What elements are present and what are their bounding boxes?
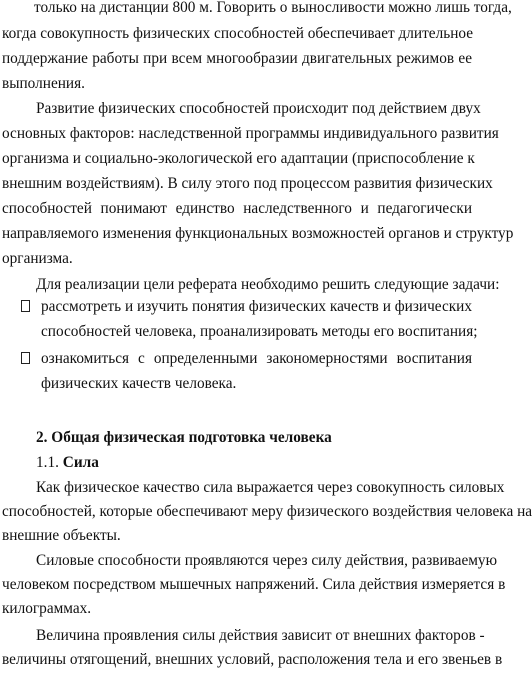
- strength-p3-line-2: величины отягощений, внешних условий, расположения тела и его звеньев в: [2, 651, 503, 668]
- strength-p2-line-3: килограммах.: [2, 600, 92, 617]
- development-line-1: Развитие физических способностей происходит под действием двух: [36, 100, 481, 117]
- task-2-line-1: ознакомиться с определенными закономерностями воспитания: [41, 350, 472, 367]
- intro-line-1: только на дистанции 800 м. Говорить о выносливости можно лишь тогда,: [34, 0, 512, 16]
- subsection-number: 1.1.: [36, 454, 59, 471]
- development-line-2: основных факторов: наследственной программы индивидуального развития: [2, 125, 499, 142]
- development-line-3: организма и социально-экологической его адаптации (приспособление к: [2, 150, 475, 167]
- strength-p1-line-1: Как физическое качество сила выражается через совокупность силовых: [36, 479, 505, 496]
- bullet-box-icon: [21, 300, 30, 312]
- strength-p2-line-1: Силовые способности проявляются через силу действия, развиваемую: [36, 552, 498, 569]
- development-line-4: внешним воздействиям). В силу этого под процессом развития физических: [2, 175, 493, 192]
- intro-line-4: выполнения.: [2, 75, 85, 92]
- intro-line-3: поддержание работы при всем многообразии двигательных режимов ее: [2, 50, 472, 67]
- section-heading: 2. Общая физическая подготовка человека: [36, 429, 332, 446]
- strength-p1-line-3: внешние объекты.: [2, 527, 121, 544]
- strength-p2-line-2: человеком посредством мышечных напряжений. Сила действия измеряется в: [2, 576, 506, 593]
- intro-line-2: когда совокупность физических способностей обеспечивает длительное: [2, 25, 474, 42]
- bullet-box-icon: [21, 352, 30, 364]
- task-2-line-2: физических качеств человека.: [41, 375, 237, 392]
- development-line-7: организма.: [2, 250, 73, 267]
- subsection-heading: [36, 453, 99, 473]
- subsection-title: Сила: [62, 454, 99, 471]
- development-line-6: направляемого изменения функциональных возможностей органов и структур: [2, 225, 514, 242]
- tasks-intro: Для реализации цели реферата необходимо решить следующие задачи:: [36, 276, 500, 293]
- strength-p3-line-1: Величина проявления силы действия зависит от внешних факторов -: [36, 627, 485, 644]
- strength-p1-line-2: способностей, которые обеспечивают меру физического воздействия человека на: [2, 503, 532, 520]
- task-1-line-2: способностей человека, проанализировать методы его воспитания;: [41, 323, 478, 340]
- task-1-line-1: рассмотреть и изучить понятия физических качеств и физических: [41, 298, 472, 315]
- development-line-5: способностей понимают единство наследственного и педагогически: [2, 200, 472, 217]
